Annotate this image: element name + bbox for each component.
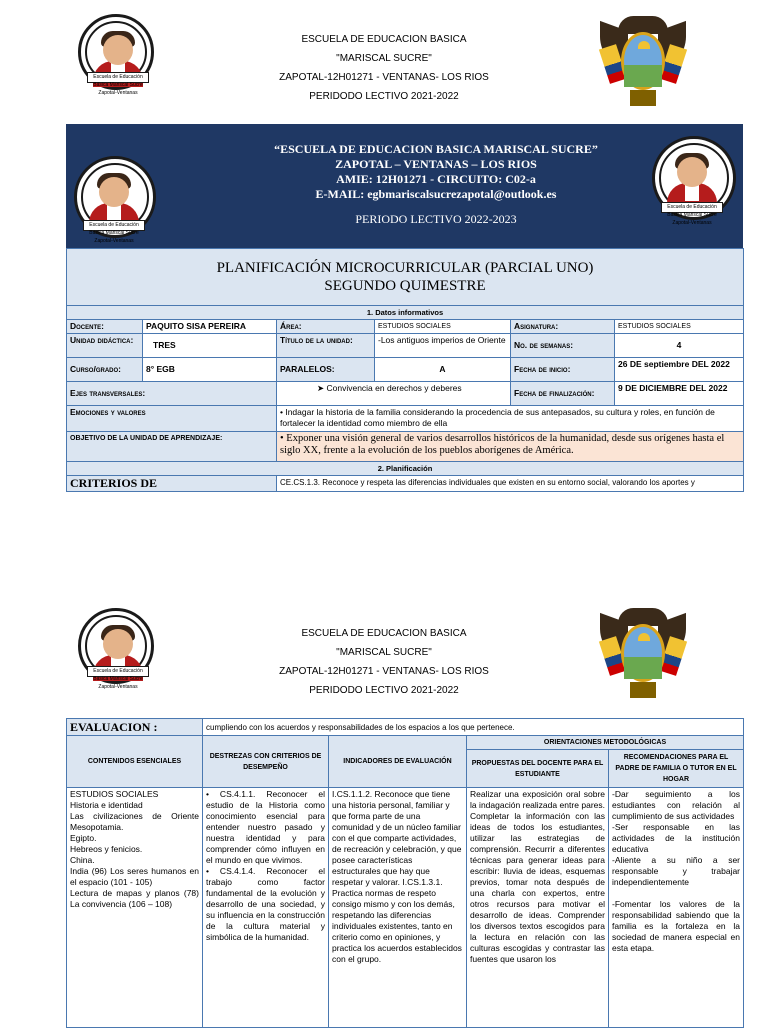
label-evaluacion: EVALUACION : <box>67 719 203 736</box>
label-paralelos: PARALELOS: <box>277 358 375 382</box>
value-fecha-finalizacion: 9 DE DICIEMBRE DEL 2022 <box>615 382 744 406</box>
label-ejes-transversales: Ejes transversales: <box>67 382 277 406</box>
header-line: ESCUELA DE EDUCACION BASICA <box>301 628 467 639</box>
label-emociones-valores: Emociones y valores <box>67 406 277 432</box>
list-item: -Aliente a su niño a ser responsable y trabajar independientemente <box>612 855 741 887</box>
list-item: • CS.4.1.4. Reconocer el trabajo como factor fundamental de la evolución y desarrollo de una sociedad, y su influencia en la construcción de la cultura material y simbólica de la humanidad. <box>206 866 325 942</box>
cell-contenidos <box>67 788 203 1028</box>
value-semanas: 4 <box>615 334 744 358</box>
list-item: • CS.4.1.1. Reconocer el estudio de la Historia como conocimiento esencial para entender nuestro pasado y nuestra identidad y para comprender cómo influyen en el mundo en que vivimos. <box>206 789 325 865</box>
value-titulo-unidad: -Los antiguos imperios de Oriente <box>375 334 511 358</box>
banner-amie: AMIE: 12H01271 - CIRCUITO: C02-a <box>336 172 536 186</box>
cell-propuestas: Realizar una exposición oral sobre la indagación realizada entre pares. Completar la información con las ideas de todos los estudiantes, utilizar las estrategias de comprensión. Recurrir a diferentes técnicas para generar ideas para escribir: lluvia de ideas, esquemas previos, tomar nota después de una charla con expertos, entre otros recursos para motivar el desarrollo de ideas. Comprender los diversos textos escogidos para la lectura en relación con las culturas escogidas y contrastar las fuentes que usaron los <box>467 788 609 1028</box>
label-fecha-finalizacion: Fecha de finalización: <box>511 382 615 406</box>
ecuador-coat-of-arms-icon <box>600 608 686 704</box>
list-item: ESTUDIOS SOCIALES <box>70 789 159 799</box>
school-seal-logo: Escuela de Educación Básica Mariscal Sucre Zapotal-Ventanas <box>78 608 154 684</box>
cell-recomendaciones <box>609 788 744 1028</box>
label-area: Área: <box>277 320 375 334</box>
value-unidad: TRES <box>143 334 277 358</box>
value-fecha-inicio: 26 DE septiembre DEL 2022 <box>615 358 744 382</box>
school-seal-logo: Escuela de Educación Básica Mariscal Sucre Zapotal-Ventanas <box>78 14 154 90</box>
header-recomendaciones: RECOMENDACIONES PARA EL PADRE DE FAMILIA O TUTOR EN EL HOGAR <box>609 750 744 788</box>
value-docente: PAQUITO SISA PEREIRA <box>143 320 277 334</box>
evaluation-table <box>66 718 744 1028</box>
school-banner <box>66 124 743 248</box>
label-curso: Curso/grado: <box>67 358 143 382</box>
list-item: -Dar seguimiento a los estudiantes con relación al cumplimiento de sus actividades <box>612 789 741 821</box>
banner-period: PERIODO LECTIVO 2022-2023 <box>355 212 517 226</box>
value-emociones-valores: • Indagar la historia de la familia considerando la procedencia de sus antepasados, su cultura y roles, en función de fortalecer la identidad como miembro de ella <box>277 406 744 432</box>
cell-destrezas <box>203 788 329 1028</box>
list-item: Egipto. <box>70 833 97 843</box>
label-fecha-inicio: Fecha de inicio: <box>511 358 615 382</box>
label-criterios: CRITERIOS DE <box>67 476 277 492</box>
list-item: Lectura de mapas y planos (78) La convivencia (106 – 108) <box>70 888 199 909</box>
planning-table <box>66 248 744 492</box>
value-area: ESTUDIOS SOCIALES <box>375 320 511 334</box>
banner-location: ZAPOTAL – VENTANAS – LOS RIOS <box>335 157 537 171</box>
label-unidad-didactica: Unidad didáctica: <box>67 334 143 358</box>
label-docente: Docente: <box>67 320 143 334</box>
list-item: India (96) Los seres humanos en el espacio (101 - 105) <box>70 866 199 887</box>
header-line: "MARISCAL SUCRE" <box>336 647 432 658</box>
banner-school-name: “ESCUELA DE EDUCACION BASICA MARISCAL SUCRE” <box>274 142 598 156</box>
ecuador-coat-of-arms-icon <box>600 16 686 112</box>
label-titulo-unidad: Título de la unidad: <box>277 334 375 358</box>
list-item <box>612 888 740 899</box>
value-evaluacion: cumpliendo con los acuerdos y responsabilidades de los espacios a los que pertenece. <box>203 719 744 736</box>
value-asignatura: ESTUDIOS SOCIALES <box>615 320 744 334</box>
cell-indicadores: I.CS.1.1.2. Reconoce que tiene una historia personal, familiar y que forma parte de una comunidad y de un núcleo familiar con el que comparte actividades, de recreación y celebración, y que posee características estructurales que hay que respetar y valorar. I.CS.1.3.1. Practica normas de respeto consigo mismo y con los demás, respetando las diferencias individuales existentes, tanto en criterio como en opiniones, y practica los acuerdos establecidos con el grupo. <box>329 788 467 1028</box>
section-planificacion: 2. Planificación <box>67 462 744 476</box>
header-line: ZAPOTAL-12H01271 - VENTANAS- LOS RIOS <box>279 72 489 83</box>
list-item: China. <box>70 855 95 865</box>
page2-header <box>200 624 568 700</box>
list-item: -Fomentar los valores de la responsabilidad sabiendo que la familia es la fortaleza en la sociedad de manera especial en esta etapa. <box>612 899 741 953</box>
section-datos-informativos: 1. Datos informativos <box>67 306 744 320</box>
header-propuestas: PROPUESTAS DEL DOCENTE PARA EL ESTUDIANTE <box>467 750 609 788</box>
header-indicadores: INDICADORES DE EVALUACIÓN <box>329 736 467 788</box>
list-item: -Ser responsable en las actividades de la institución educativa <box>612 822 741 854</box>
header-line: "MARISCAL SUCRE" <box>336 53 432 64</box>
label-semanas: No. de semanas: <box>511 334 615 358</box>
value-criterios: CE.CS.1.3. Reconoce y respeta las diferencias individuales que existen en su entorno social, valorando los aportes y <box>277 476 744 492</box>
planning-title: PLANIFICACIÓN MICROCURRICULAR (PARCIAL UNO) SEGUNDO QUIMESTRE <box>67 249 744 306</box>
list-item: Hebreos y fenicios. <box>70 844 143 854</box>
value-ejes-transversales: ➤ Convivencia en derechos y deberes <box>277 382 511 406</box>
header-line: PERIDODO LECTIVO 2021-2022 <box>309 91 459 102</box>
banner-email: E-MAIL: egbmariscalsucrezapotal@outlook.es <box>315 187 557 201</box>
page1-header <box>200 30 568 106</box>
label-asignatura: Asignatura: <box>511 320 615 334</box>
value-paralelo: A <box>375 358 511 382</box>
list-item: Las civilizaciones de Oriente Mesopotamia. <box>70 811 199 832</box>
header-destrezas: DESTREZAS CON CRITERIOS DE DESEMPEÑO <box>203 736 329 788</box>
school-seal-logo: Escuela de Educación Básica Mariscal Sucre Zapotal-Ventanas <box>652 136 736 220</box>
header-contenidos: CONTENIDOS ESENCIALES <box>67 736 203 788</box>
header-line: ZAPOTAL-12H01271 - VENTANAS- LOS RIOS <box>279 666 489 677</box>
header-line: ESCUELA DE EDUCACION BASICA <box>301 34 467 45</box>
value-curso: 8° EGB <box>143 358 277 382</box>
label-objetivo-unidad: OBJETIVO DE LA UNIDAD DE APRENDIZAJE: <box>67 432 277 462</box>
value-objetivo-unidad: • Exponer una visión general de varios desarrollos históricos de la humanidad, desde sus orígenes hasta el siglo XX, frente a la evolución de los pueblos aborígenes de América. <box>277 432 744 462</box>
header-line: PERIDODO LECTIVO 2021-2022 <box>309 685 459 696</box>
school-seal-logo: Escuela de Educación Básica Mariscal Sucre Zapotal-Ventanas <box>74 156 156 238</box>
header-orientaciones: ORIENTACIONES METODOLÓGICAS <box>467 736 744 750</box>
list-item: Historia e identidad <box>70 800 143 810</box>
